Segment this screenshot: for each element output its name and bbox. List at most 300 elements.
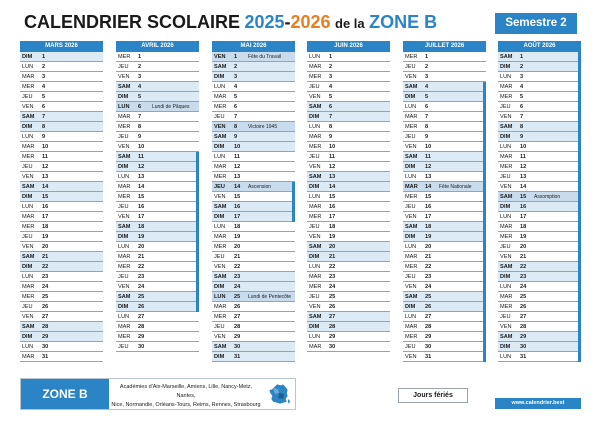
day-number: 3 (234, 74, 238, 80)
day-name: VEN (500, 184, 512, 190)
day-name: SAM (118, 84, 131, 90)
day-number: 24 (42, 284, 49, 290)
day-name: SAM (500, 194, 513, 200)
day-row (20, 62, 103, 72)
day-name: MER (118, 334, 131, 340)
day-name: LUN (405, 244, 417, 250)
vacation-bar (578, 52, 581, 362)
day-number: 9 (329, 134, 333, 140)
holiday-label: Lundi de Pentecôte (248, 294, 292, 300)
day-row (20, 332, 103, 342)
day-number: 6 (520, 104, 524, 110)
day-number: 4 (138, 84, 142, 90)
day-number: 31 (425, 354, 432, 360)
day-number: 8 (234, 124, 238, 130)
day-row (307, 142, 390, 152)
day-row (307, 162, 390, 172)
day-row (403, 242, 486, 252)
day-name: DIM (405, 94, 416, 100)
day-number: 6 (234, 104, 238, 110)
title-main: CALENDRIER SCOLAIRE (24, 12, 241, 32)
day-row (20, 302, 103, 312)
day-name: MER (118, 124, 131, 130)
day-row (212, 132, 295, 142)
day-number: 8 (425, 124, 429, 130)
website-link[interactable]: www.calendrier.best (495, 398, 581, 409)
day-name: JEU (214, 324, 225, 330)
day-row (498, 82, 581, 92)
day-name: JEU (22, 164, 33, 170)
day-row (403, 192, 486, 202)
day-row (307, 112, 390, 122)
day-name: VEN (22, 244, 34, 250)
day-name: JEU (405, 134, 416, 140)
day-name: JEU (309, 224, 320, 230)
day-number: 15 (520, 194, 527, 200)
day-name: DIM (22, 334, 33, 340)
day-number: 1 (138, 54, 142, 60)
day-name: LUN (118, 174, 130, 180)
day-number: 13 (234, 174, 241, 180)
day-row (116, 212, 199, 222)
day-row (20, 322, 103, 332)
day-row (307, 252, 390, 262)
day-row (116, 282, 199, 292)
day-number: 19 (425, 234, 432, 240)
day-row (403, 152, 486, 162)
day-row (20, 262, 103, 272)
day-row (116, 202, 199, 212)
day-number: 7 (42, 114, 46, 120)
holiday-label: Victoire 1945 (248, 124, 278, 130)
day-name: VEN (118, 74, 130, 80)
day-row (212, 152, 295, 162)
day-row (403, 162, 486, 172)
day-name: VEN (309, 304, 321, 310)
day-name: MER (405, 124, 418, 130)
day-row (403, 292, 486, 302)
day-number: 25 (42, 294, 49, 300)
month-column (212, 41, 295, 362)
day-number: 27 (42, 314, 49, 320)
day-row (498, 262, 581, 272)
day-row (212, 312, 295, 322)
day-name: LUN (309, 54, 321, 60)
day-row (403, 322, 486, 332)
day-row (212, 352, 295, 362)
day-row (20, 242, 103, 252)
day-row (116, 92, 199, 102)
day-name: MAR (214, 304, 227, 310)
day-name: SAM (118, 294, 131, 300)
title-connector: de la (335, 16, 365, 31)
day-row (116, 132, 199, 142)
day-name: JEU (118, 134, 129, 140)
day-number: 12 (329, 164, 336, 170)
day-name: LUN (405, 314, 417, 320)
day-row (116, 242, 199, 252)
day-name: MER (500, 234, 513, 240)
day-name: JEU (309, 294, 320, 300)
month-header: MARS 2026 (20, 41, 103, 52)
day-row (498, 192, 581, 202)
day-name: VEN (405, 284, 417, 290)
day-number: 10 (520, 144, 527, 150)
day-row (307, 282, 390, 292)
day-name: JEU (500, 174, 511, 180)
day-number: 9 (138, 134, 142, 140)
month-column (20, 41, 103, 362)
page-title (24, 8, 437, 36)
day-number: 13 (138, 174, 145, 180)
day-row (307, 122, 390, 132)
month-header: AOÛT 2026 (498, 41, 581, 52)
day-row (212, 262, 295, 272)
day-name: MAR (22, 354, 35, 360)
day-name: VEN (309, 164, 321, 170)
month-header: JUIN 2026 (307, 41, 390, 52)
day-name: SAM (500, 54, 513, 60)
day-name: LUN (405, 174, 417, 180)
day-row (307, 52, 390, 62)
day-name: SAM (309, 314, 322, 320)
day-name: JEU (22, 304, 33, 310)
day-row (498, 222, 581, 232)
month-column (403, 41, 486, 362)
day-number: 29 (520, 334, 527, 340)
day-number: 23 (234, 274, 241, 280)
day-number: 16 (234, 204, 241, 210)
vacation-bar (196, 152, 199, 312)
day-name: LUN (214, 154, 226, 160)
day-row (307, 212, 390, 222)
day-row (403, 232, 486, 242)
day-name: MAR (309, 134, 322, 140)
day-number: 12 (520, 164, 527, 170)
day-name: DIM (405, 234, 416, 240)
day-name: MAR (309, 204, 322, 210)
day-row (20, 162, 103, 172)
day-name: MAR (118, 184, 131, 190)
day-number: 12 (138, 164, 145, 170)
day-number: 9 (425, 134, 429, 140)
day-row (498, 282, 581, 292)
day-row (20, 92, 103, 102)
day-number: 10 (138, 144, 145, 150)
day-number: 27 (520, 314, 527, 320)
day-name: VEN (118, 284, 130, 290)
day-row (307, 342, 390, 352)
day-name: SAM (118, 224, 131, 230)
day-row (403, 122, 486, 132)
day-row (498, 342, 581, 352)
day-row (116, 182, 199, 192)
day-number: 3 (138, 74, 142, 80)
day-name: JEU (309, 84, 320, 90)
day-number: 11 (425, 154, 431, 160)
day-number: 5 (520, 94, 524, 100)
day-number: 1 (520, 54, 524, 60)
day-number: 17 (234, 214, 241, 220)
day-name: SAM (214, 344, 227, 350)
day-name: MAR (118, 114, 131, 120)
day-number: 24 (520, 284, 527, 290)
day-row (498, 112, 581, 122)
day-row (212, 162, 295, 172)
day-number: 26 (234, 304, 241, 310)
day-name: LUN (22, 134, 34, 140)
day-row (116, 332, 199, 342)
day-number: 3 (42, 74, 46, 80)
day-name: DIM (118, 304, 129, 310)
day-name: VEN (214, 54, 226, 60)
day-name: LUN (214, 84, 226, 90)
day-name: LUN (500, 354, 512, 360)
day-name: LUN (500, 144, 512, 150)
day-number: 25 (234, 294, 241, 300)
day-number: 7 (138, 114, 142, 120)
day-number: 30 (138, 344, 145, 350)
day-number: 29 (234, 334, 241, 340)
day-number: 20 (234, 244, 241, 250)
day-name: VEN (214, 334, 226, 340)
day-name: DIM (118, 164, 129, 170)
day-name: DIM (214, 284, 225, 290)
day-row (20, 272, 103, 282)
day-number: 5 (42, 94, 46, 100)
day-number: 2 (138, 64, 142, 70)
day-number: 17 (329, 214, 336, 220)
day-name: MAR (500, 294, 513, 300)
day-number: 1 (425, 54, 429, 60)
day-number: 30 (520, 344, 527, 350)
day-number: 20 (42, 244, 49, 250)
day-row (498, 332, 581, 342)
day-number: 22 (520, 264, 527, 270)
day-row (307, 202, 390, 212)
zone-label: ZONE B (21, 379, 109, 409)
day-number: 28 (520, 324, 527, 330)
day-name: MER (22, 294, 35, 300)
day-name: SAM (214, 64, 227, 70)
day-row (20, 122, 103, 132)
day-row (307, 232, 390, 242)
day-name: SAM (309, 104, 322, 110)
zone-academies-line-2: Nice, Normandie, Orléans-Tours, Reims, Rennes, Strasbourg (111, 402, 261, 408)
day-row (498, 292, 581, 302)
day-row (403, 112, 486, 122)
day-name: MAR (22, 284, 35, 290)
day-number: 2 (42, 64, 46, 70)
day-name: VEN (500, 114, 512, 120)
day-name: MAR (214, 94, 227, 100)
day-number: 19 (329, 234, 336, 240)
day-number: 4 (234, 84, 238, 90)
day-row (498, 232, 581, 242)
day-number: 29 (329, 334, 336, 340)
day-number: 30 (234, 344, 241, 350)
day-row (498, 62, 581, 72)
day-name: VEN (405, 144, 417, 150)
day-name: JEU (214, 254, 225, 260)
day-number: 16 (329, 204, 336, 210)
day-number: 29 (42, 334, 49, 340)
day-row (116, 292, 199, 302)
day-number: 28 (138, 324, 145, 330)
day-row (20, 292, 103, 302)
day-name: DIM (309, 324, 320, 330)
day-number: 23 (138, 274, 145, 280)
day-row (20, 352, 103, 362)
semester-badge: Semestre 2 (495, 13, 577, 34)
day-row (498, 352, 581, 362)
day-number: 6 (138, 104, 142, 110)
day-number: 24 (425, 284, 432, 290)
day-name: VEN (22, 104, 34, 110)
day-row (20, 182, 103, 192)
day-row (403, 142, 486, 152)
month-column (116, 41, 199, 352)
day-row (116, 232, 199, 242)
day-name: DIM (214, 144, 225, 150)
day-row (212, 322, 295, 332)
day-number: 15 (329, 194, 336, 200)
day-number: 18 (138, 224, 145, 230)
month-header: AVRIL 2026 (116, 41, 199, 52)
day-name: MER (214, 174, 227, 180)
day-row (20, 212, 103, 222)
day-name: SAM (214, 274, 227, 280)
day-name: MAR (309, 344, 322, 350)
holiday-label: Fête Nationale (439, 184, 472, 190)
day-number: 6 (42, 104, 46, 110)
day-row (498, 202, 581, 212)
day-name: LUN (22, 64, 34, 70)
day-name: JEU (118, 204, 129, 210)
day-row (212, 82, 295, 92)
day-name: VEN (214, 124, 226, 130)
day-number: 15 (138, 194, 145, 200)
day-number: 2 (425, 64, 429, 70)
day-name: MER (22, 224, 35, 230)
day-name: SAM (22, 324, 35, 330)
day-number: 9 (520, 134, 524, 140)
day-name: DIM (22, 124, 33, 130)
day-name: DIM (118, 94, 129, 100)
day-name: MER (309, 284, 322, 290)
day-row (116, 302, 199, 312)
day-row (212, 332, 295, 342)
day-row (403, 342, 486, 352)
day-row (498, 272, 581, 282)
day-number: 26 (425, 304, 432, 310)
day-row (20, 202, 103, 212)
holiday-label: Assomption (534, 194, 561, 200)
day-name: VEN (22, 174, 34, 180)
day-name: DIM (309, 114, 320, 120)
day-row (212, 252, 295, 262)
france-map-icon (267, 382, 291, 406)
day-row (403, 132, 486, 142)
day-name: JEU (214, 184, 225, 190)
day-row (498, 212, 581, 222)
day-name: MER (405, 334, 418, 340)
day-number: 15 (42, 194, 49, 200)
day-row (307, 152, 390, 162)
day-number: 25 (425, 294, 432, 300)
day-number: 8 (329, 124, 333, 130)
day-name: MAR (405, 184, 418, 190)
day-row (212, 72, 295, 82)
day-name: VEN (405, 354, 417, 360)
day-number: 23 (42, 274, 49, 280)
title-dash: - (284, 12, 291, 32)
day-row (403, 202, 486, 212)
day-row (116, 52, 199, 62)
day-row (498, 52, 581, 62)
day-row (307, 262, 390, 272)
day-number: 11 (42, 154, 48, 160)
day-number: 6 (329, 104, 333, 110)
month-column (307, 41, 390, 352)
day-row (20, 72, 103, 82)
day-number: 2 (234, 64, 238, 70)
day-number: 1 (234, 54, 238, 60)
day-number: 10 (42, 144, 49, 150)
day-name: SAM (22, 184, 35, 190)
day-number: 25 (520, 294, 527, 300)
day-number: 26 (520, 304, 527, 310)
title-year-end: 2026 (290, 12, 331, 32)
day-row (403, 252, 486, 262)
day-row (498, 132, 581, 142)
day-number: 12 (42, 164, 49, 170)
day-name: JEU (405, 64, 416, 70)
day-number: 27 (138, 314, 145, 320)
day-number: 29 (138, 334, 145, 340)
day-row (403, 102, 486, 112)
day-number: 21 (329, 254, 336, 260)
day-name: LUN (309, 124, 321, 130)
day-name: MER (309, 144, 322, 150)
day-name: DIM (405, 304, 416, 310)
day-name: MER (118, 194, 131, 200)
day-name: MER (500, 304, 513, 310)
day-number: 7 (520, 114, 524, 120)
day-row (116, 312, 199, 322)
day-row (116, 252, 199, 262)
day-name: MER (405, 54, 418, 60)
day-name: JEU (118, 64, 129, 70)
day-number: 22 (425, 264, 432, 270)
day-row (307, 222, 390, 232)
day-name: LUN (118, 314, 130, 320)
day-number: 17 (520, 214, 527, 220)
day-row (20, 282, 103, 292)
day-number: 4 (520, 84, 524, 90)
day-row (116, 192, 199, 202)
day-name: VEN (214, 264, 226, 270)
day-name: DIM (22, 194, 33, 200)
day-number: 3 (329, 74, 333, 80)
day-number: 31 (42, 354, 49, 360)
day-name: DIM (500, 204, 511, 210)
day-row (403, 92, 486, 102)
day-row (403, 282, 486, 292)
day-name: VEN (500, 254, 512, 260)
day-number: 5 (138, 94, 142, 100)
month-header: JUILLET 2026 (403, 41, 486, 52)
